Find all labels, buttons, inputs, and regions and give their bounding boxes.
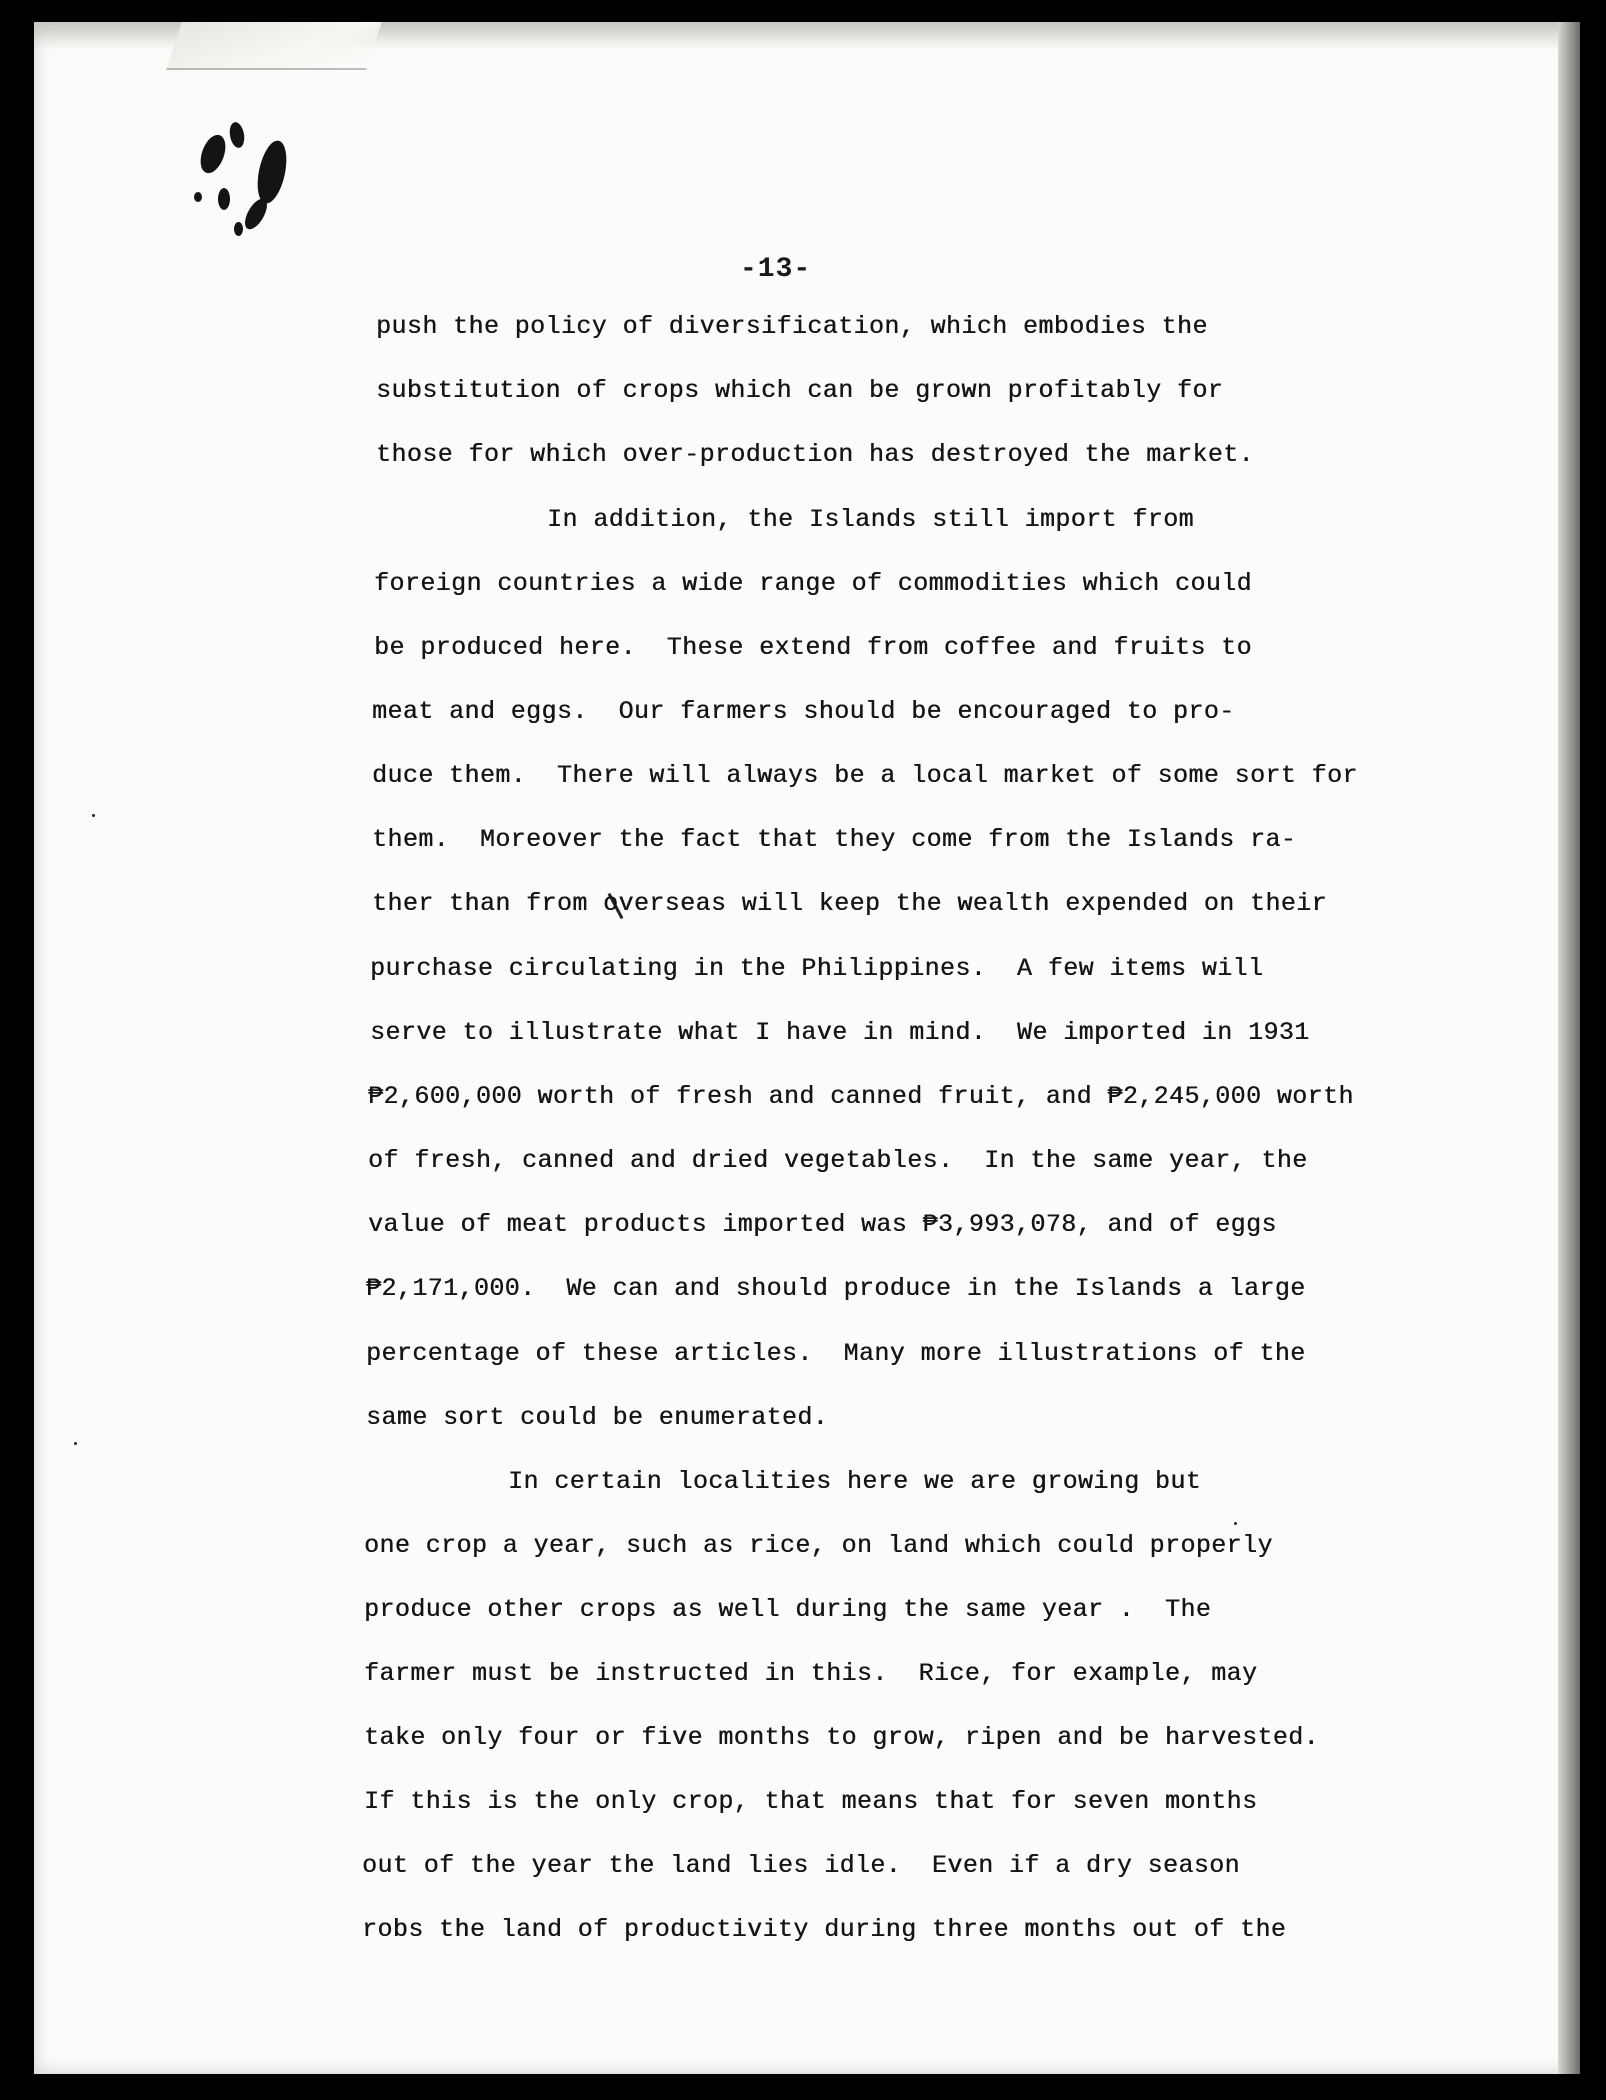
text-line: be produced here. These extend from coffee and fruits to [374, 633, 1252, 662]
text-line: If this is the only crop, that means that for seven months [364, 1787, 1258, 1816]
text-line: serve to illustrate what I have in mind. We imported in 1931 [370, 1018, 1310, 1047]
text-line: substitution of crops which can be grown profitably for [376, 376, 1224, 405]
text-line: value of meat products imported was ₱3,993,078, and of eggs [368, 1210, 1277, 1239]
text-line: In certain localities here we are growing but [508, 1467, 1202, 1496]
text-line: those for which over-production has destroyed the market. [376, 440, 1254, 469]
text-line: duce them. There will always be a local market of some sort for [372, 761, 1358, 790]
text-line: of fresh, canned and dried vegetables. In the same year, the [368, 1146, 1308, 1175]
text-line: push the policy of diversification, which embodies the [376, 312, 1208, 341]
document-page [34, 22, 1580, 2074]
text-line: produce other crops as well during the same year . The [364, 1595, 1212, 1624]
text-line: take only four or five months to grow, ripen and be harvested. [364, 1723, 1319, 1752]
text-line: farmer must be instructed in this. Rice, for example, may [364, 1659, 1258, 1688]
text-line: ₱2,171,000. We can and should produce in the Islands a large [366, 1274, 1306, 1303]
text-line: purchase circulating in the Philippines. A few items will [370, 954, 1264, 983]
body-text [34, 22, 1580, 2074]
text-line: robs the land of productivity during three months out of the [362, 1915, 1287, 1944]
text-line: one crop a year, such as rice, on land which could properly [364, 1531, 1273, 1560]
text-line: percentage of these articles. Many more illustrations of the [366, 1339, 1306, 1368]
text-line: In addition, the Islands still import from [547, 505, 1194, 534]
page-number: -13- [740, 254, 812, 285]
text-line: same sort could be enumerated. [366, 1403, 829, 1432]
text-line: ther than from overseas will keep the wealth expended on their [372, 889, 1327, 918]
text-line: meat and eggs. Our farmers should be encouraged to pro- [372, 697, 1235, 726]
text-line: foreign countries a wide range of commodities which could [374, 569, 1252, 598]
text-line: ₱2,600,000 worth of fresh and canned fruit, and ₱2,245,000 worth [368, 1082, 1354, 1111]
text-line: out of the year the land lies idle. Even if a dry season [362, 1851, 1240, 1880]
text-line: them. Moreover the fact that they come from the Islands ra- [372, 825, 1297, 854]
